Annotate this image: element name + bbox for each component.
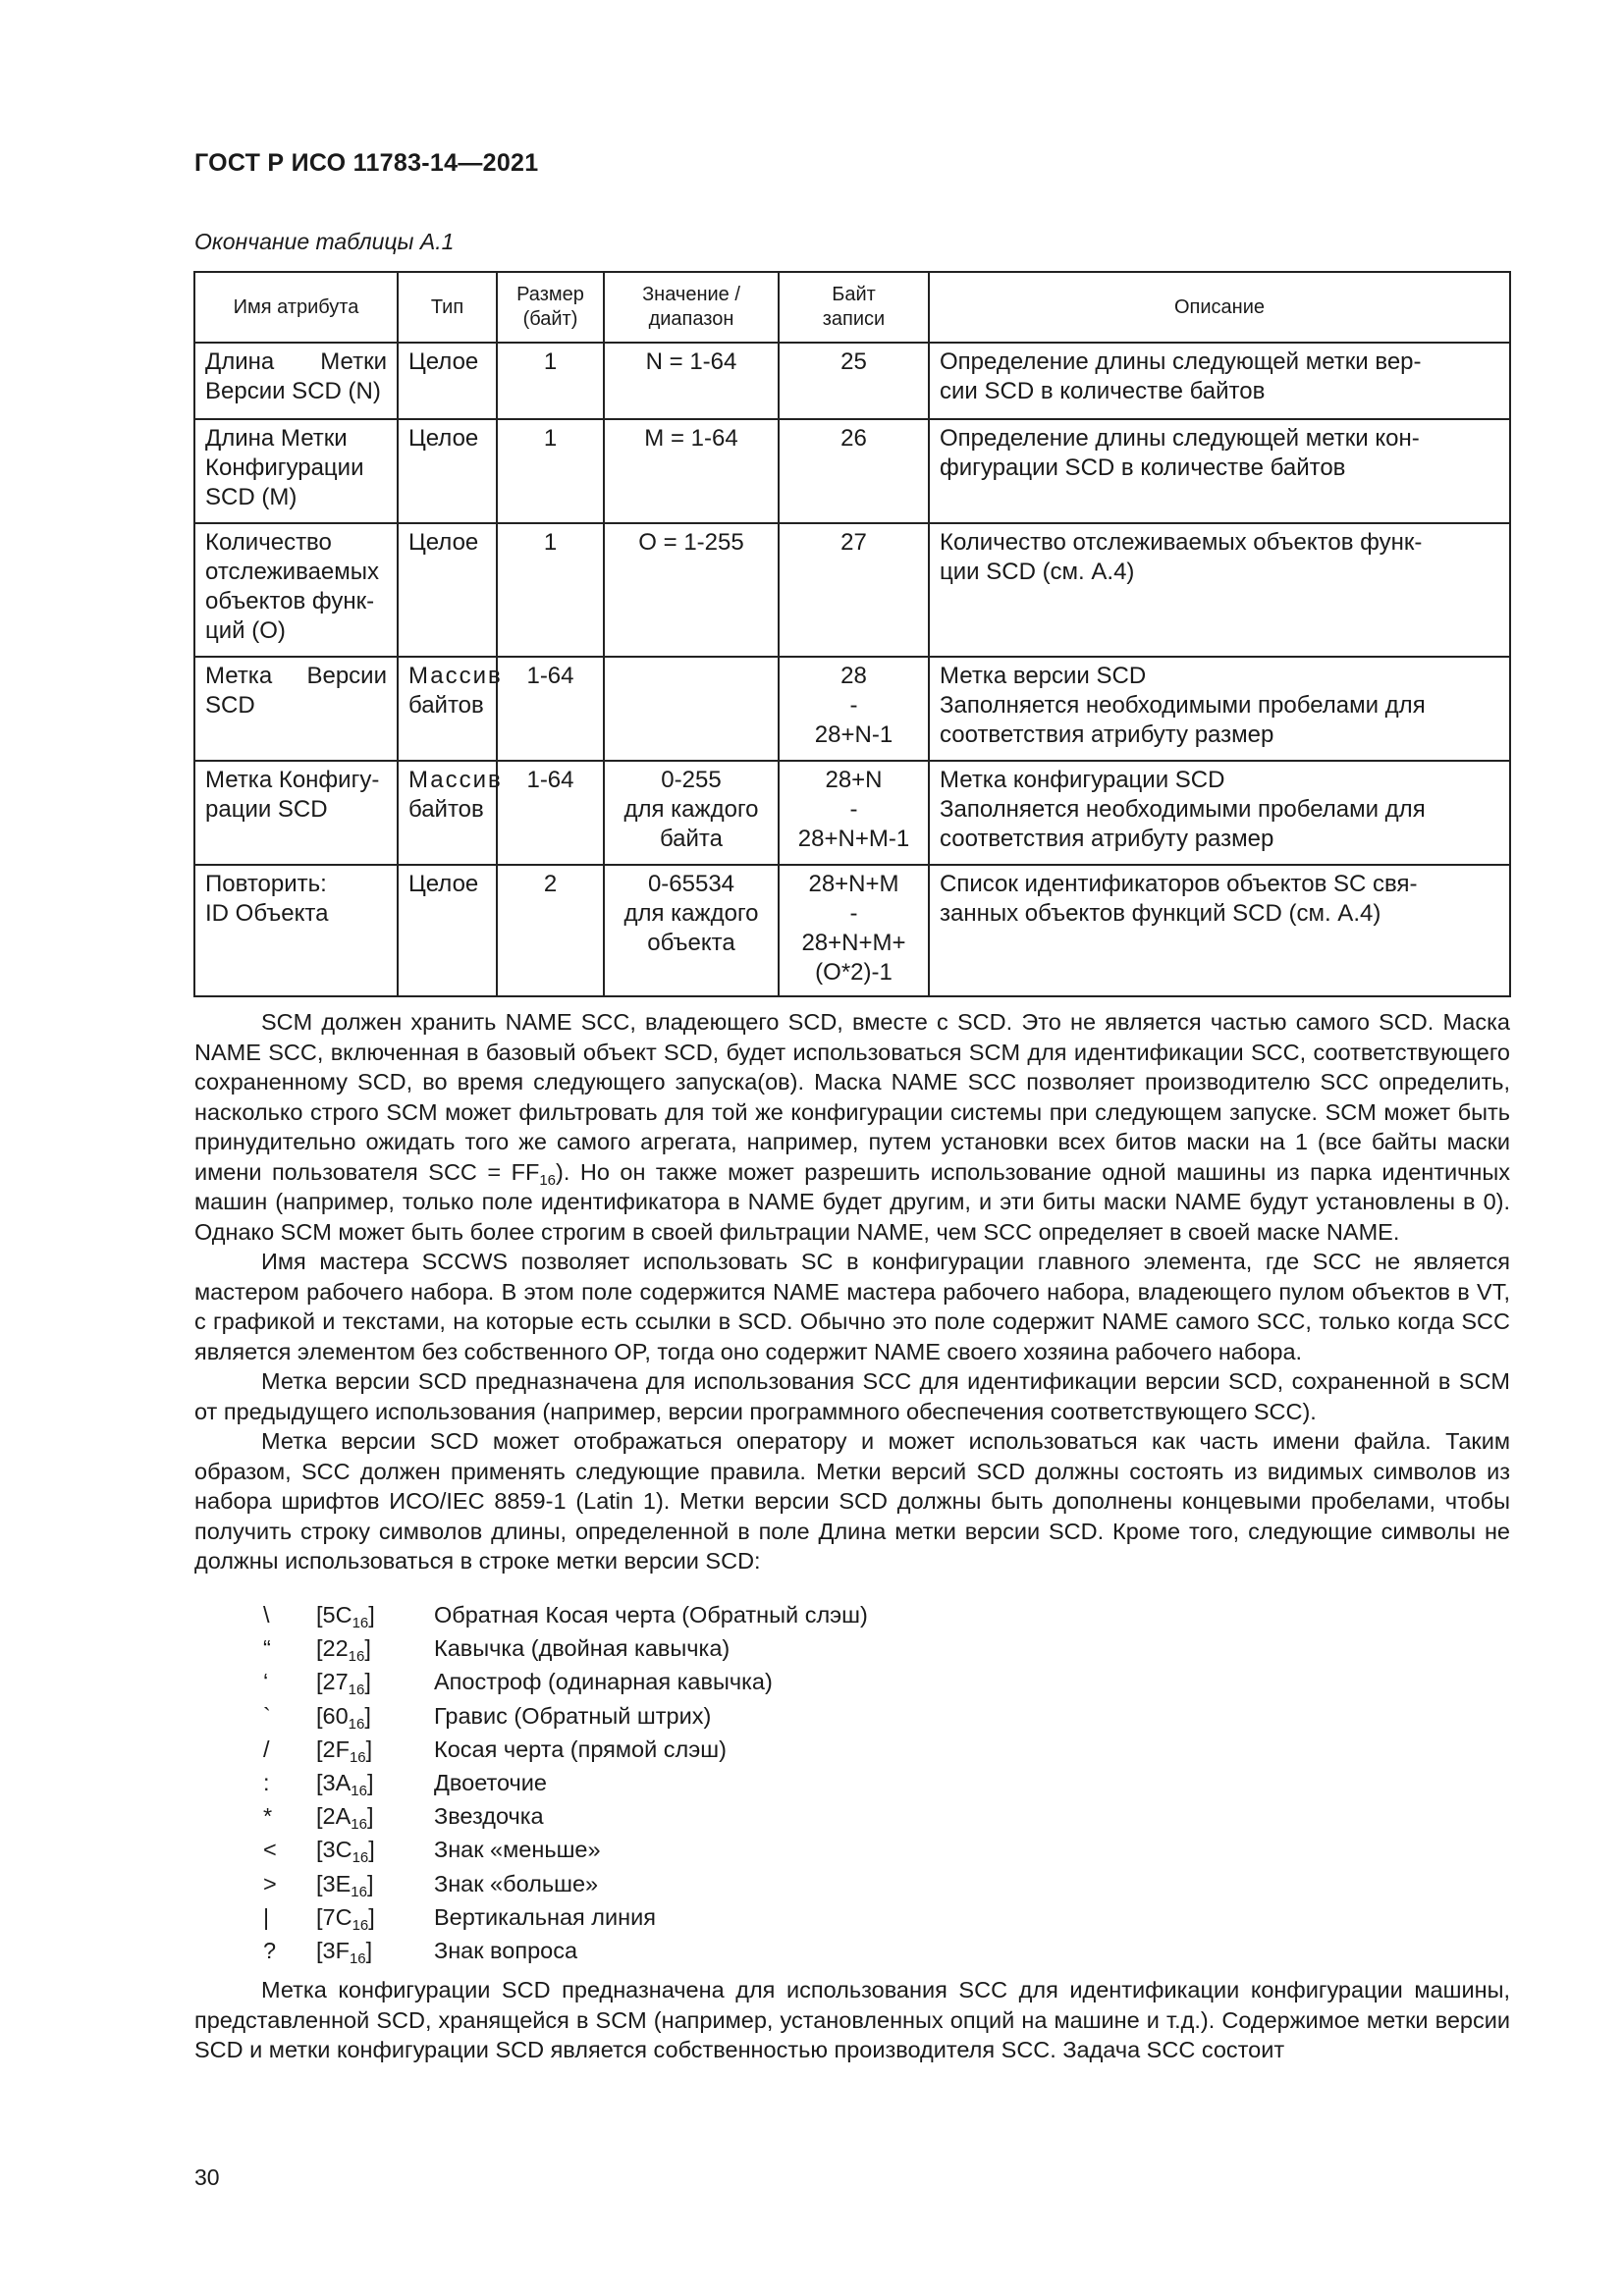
- cell-description: Список идентификаторов объектов SC свя- занных объектов функций SCD (см. А.4): [929, 865, 1510, 996]
- cell-value: [604, 657, 779, 761]
- forbidden-symbols-list: [194, 1602, 1078, 1971]
- cell-size: 1: [497, 419, 604, 523]
- cell-value: 0-255 для каждого байта: [604, 761, 779, 865]
- table-row: [194, 865, 1510, 996]
- cell-byte: 27: [779, 523, 929, 657]
- cell-type: Целое: [398, 865, 497, 996]
- paragraph: Метка версии SCD может отображаться оператору и может использоваться как часть имени файла. Таким образом, SCC должен применять следующие правила. Метки версий SCD должны состоять из видимых символов из набора шрифтов ИСО/IEC 8859-1 (Latin 1). Метки версии SCD должны быть дополнены концевыми пробелами, чтобы получить строку символов длины, определенной в поле Длина метки версии SCD. Кроме того, следующие символы не должны использоваться в строке метки версии SCD:: [194, 1428, 1510, 1574]
- cell-value: О = 1-255: [604, 523, 779, 657]
- list-item: / $[2F_{16}]$ Косая черта (прямой слэш): [263, 1735, 727, 1766]
- cell-value: M = 1-64: [604, 419, 779, 523]
- cell-byte: 26: [779, 419, 929, 523]
- table-row: [194, 343, 1510, 419]
- body-text-upper: [194, 1007, 1510, 1576]
- cell-name: Количество отслеживаемых объектов функ- ций (О): [194, 523, 398, 657]
- list-item: < $[3C_{16}]$ Знак «меньше»: [263, 1837, 601, 1867]
- cell-description: Определение длины следующей метки вер- сии SCD в количестве байтов: [929, 343, 1510, 419]
- cell-type: Массив байтов: [398, 761, 497, 865]
- table-row: [194, 657, 1510, 761]
- column-header: Байт записи: [779, 272, 929, 343]
- document-header: ГОСТ Р ИСО 11783-14—2021: [194, 149, 539, 177]
- table-row: [194, 523, 1510, 657]
- paragraph: SCM должен хранить NAME SCC, владеющего SCD, вместе с SCD. Это не является частью самого SCD. Маска NAME SCC, включенная в базовый объект SCD, будет использоваться SCM для идентификации SCC, соответствующего сохраненному SCD, во время следующего запуска(ов). Маска NAME SCC позволяет производителю SCC определить, насколько строго SCM может фильтровать для той же конфигурации системы при следующем запуске. SCM может быть принудительно ожидать того же самого агрегата, например, путем установки всех битов маски на 1 (все байты маски имени пользователя SCC = $FF_{16}$). Но он также может разрешить использование одной машины из парка идентичных машин (например, только поле идентификатора в NAME будет другим, и эти биты маски NAME будут установлены в 0). Однако SCM может быть более строгим в своей фильтрации NAME, чем SCC определяет в своей маске NAME.: [194, 1009, 1510, 1245]
- list-item: \ $[5C_{16}]$ Обратная Косая черта (Обратный слэш): [263, 1602, 868, 1631]
- cell-byte: 25: [779, 343, 929, 419]
- cell-size: 2: [497, 865, 604, 996]
- list-item: * $[2A_{16}]$ Звездочка: [263, 1803, 544, 1834]
- paragraph: Метка конфигурации SCD предназначена для использования SCC для идентификации конфигурации машины, представленной SCD, хранящейся в SCM (например, установленных опций на машине и т.д.). Содержимое метки версии SCD и метки конфигурации SCD является собственностью производителя SCC. Задача SCC состоит: [194, 1977, 1510, 2062]
- cell-byte: 28+N+M - 28+N+M+ (O*2)-1: [779, 865, 929, 996]
- attribute-table: [193, 271, 1511, 997]
- cell-size: 1: [497, 523, 604, 657]
- cell-type: Целое: [398, 343, 497, 419]
- cell-type: Целое: [398, 523, 497, 657]
- cell-description: Определение длины следующей метки кон- фигурации SCD в количестве байтов: [929, 419, 1510, 523]
- list-item: | $[7C_{16}]$ Вертикальная линия: [263, 1903, 656, 1934]
- paragraph: Метка версии SCD предназначена для использования SCC для идентификации версии SCD, сохраненной в SCM от предыдущего использования (например, версии программного обеспечения соответствующего SCC).: [194, 1368, 1510, 1424]
- cell-size: 1: [497, 343, 604, 419]
- table-row: [194, 761, 1510, 865]
- column-header: Тип: [398, 272, 497, 343]
- column-header: Описание: [929, 272, 1510, 343]
- cell-byte: 28+N - 28+N+M-1: [779, 761, 929, 865]
- list-item: : $[3A_{16}]$ Двоеточие: [263, 1769, 547, 1799]
- list-item: ` $[60_{16}]$ Гравис (Обратный штрих): [263, 1702, 712, 1733]
- cell-size: 1-64: [497, 761, 604, 865]
- cell-name: Длина Метки Конфигурации SCD (M): [194, 419, 398, 523]
- column-header: Размер (байт): [497, 272, 604, 343]
- cell-value: N = 1-64: [604, 343, 779, 419]
- cell-name: Метка Конфигу- рации SCD: [194, 761, 398, 865]
- column-header: Значение / диапазон: [604, 272, 779, 343]
- column-header: Имя атрибута: [194, 272, 398, 343]
- table-header-row: [194, 272, 1510, 343]
- cell-value: 0-65534 для каждого объекта: [604, 865, 779, 996]
- list-item: > $[3E_{16}]$ Знак «больше»: [263, 1870, 599, 1900]
- table-row: [194, 419, 1510, 523]
- cell-byte: 28 - 28+N-1: [779, 657, 929, 761]
- cell-name: Повторить: ID Объекта: [194, 865, 398, 996]
- list-item: ? $[3F_{16}]$ Знак вопроса: [263, 1937, 578, 1967]
- paragraph: Имя мастера SCCWS позволяет использовать SC в конфигурации главного элемента, где SCC не является мастером рабочего набора. В этом поле содержится NAME мастера рабочего набора, владеющего пулом объектов в VT, с графикой и текстами, на которые есть ссылки в SCD. Обычно это поле содержит NAME самого SCC, только когда SCC является элементом без собственного OP, тогда оно содержит NAME своего хозяина рабочего набора.: [194, 1249, 1510, 1364]
- body-text-lower: [194, 1975, 1510, 2065]
- page-number: 30: [194, 2164, 220, 2190]
- cell-description: Метка конфигурации SCD Заполняется необходимыми пробелами для соответствия атрибуту размер: [929, 761, 1510, 865]
- cell-type: Массив байтов: [398, 657, 497, 761]
- cell-name: Длина Метки Версии SCD (N): [194, 343, 398, 419]
- cell-name: Метка Версии SCD: [194, 657, 398, 761]
- cell-description: Метка версии SCD Заполняется необходимыми пробелами для соответствия атрибуту размер: [929, 657, 1510, 761]
- list-item: ‘ $[27_{16}]$ Апостроф (одинарная кавычка): [263, 1669, 773, 1699]
- table-caption: Окончание таблицы А.1: [194, 229, 455, 254]
- cell-size: 1-64: [497, 657, 604, 761]
- list-item: “ $[22_{16}]$ Кавычка (двойная кавычка): [263, 1635, 731, 1666]
- cell-description: Количество отслеживаемых объектов функ- ции SCD (см. А.4): [929, 523, 1510, 657]
- cell-type: Целое: [398, 419, 497, 523]
